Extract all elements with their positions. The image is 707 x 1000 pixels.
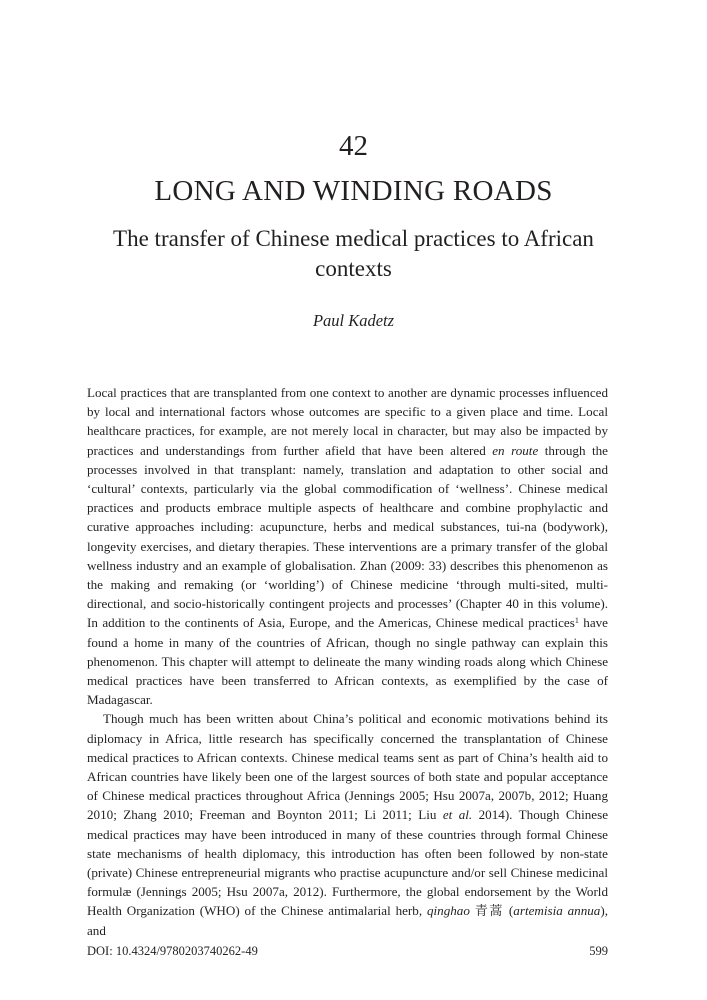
doi-footer: DOI: 10.4324/9780203740262-49 xyxy=(87,944,258,958)
paragraph-2: Though much has been written about China’s political and economic motivations behind its diplomacy in Africa, little research has specifically concerned the transplantation of Chinese medical practices to African contexts. Chinese medical teams sent as part of China’s health aid to African countries have likely been one of the largest sources of both state and popular acceptance of Chinese medical practices throughout Africa (Jennings 2005; Hsu 2007a, 2007b, 2012; Huang 2010; Zhang 2010; Freeman and Boynton 2011; Li 2011; Liu et al. 2014). Though Chinese medical practices may have been introduced in many of these countries through formal Chinese state mechanisms of health diplomacy, this introduction has often been followed by non-state (private) Chinese entrepreneurial migrants who practise acupuncture and/or sell Chinese medicinal formulæ (Jennings 2005; Hsu 2007a, 2012). Furthermore, the global endorsement by the World Health Organization (WHO) of the Chinese antimalarial herb, qinghao 青蒿 (artemisia annua), and xyxy=(87,711,609,938)
chapter-number: 42 xyxy=(339,130,368,162)
paragraph-1: Local practices that are transplanted from one context to another are dynamic processes influenced by local and international factors whose outcomes are specific to a given place and time. Local healthcare practices, for example, are not merely local in character, but may also be impacted by practices and understandings from further afield that have been altered en route through the processes involved in that transplant: namely, translation and adaptation to other social and ‘cultural’ contexts, particularly via the global commodification of ‘wellness’. Chinese medical practices and products embrace multiple aspects of healthcare and combine prophylactic and curative approaches including: acupuncture, herbs and medical substances, tui-na (bodywork), longevity exercises, and dietary therapies. These interventions are a primary transfer of the global wellness industry and an example of globalisation. Zhan (2009: 33) describes this phenomenon as the making and remaking (or ‘worlding’) of Chinese medicine ‘through multi-sited, multi-directional, and socio-historically contingent projects and processes’ (Chapter 40 in this volume). In addition to the continents of Asia, Europe, and the Americas, Chinese medical practices$^1$ have found a home in many of the countries of African, though no single pathway can explain this phenomenon. This chapter will attempt to delineate the many winding roads along which Chinese medical practices have been transferred to African contexts, as exemplified by the case of Madagascar. xyxy=(87,385,608,708)
chapter-title: LONG AND WINDING ROADS xyxy=(154,175,553,207)
chapter-author: Paul Kadetz xyxy=(312,311,395,330)
page-number: 599 xyxy=(589,944,608,958)
footnote-marker[interactable]: 1 xyxy=(574,616,579,626)
body-text xyxy=(87,383,608,940)
chapter-subtitle: The transfer of Chinese medical practices to African contexts xyxy=(113,226,594,281)
